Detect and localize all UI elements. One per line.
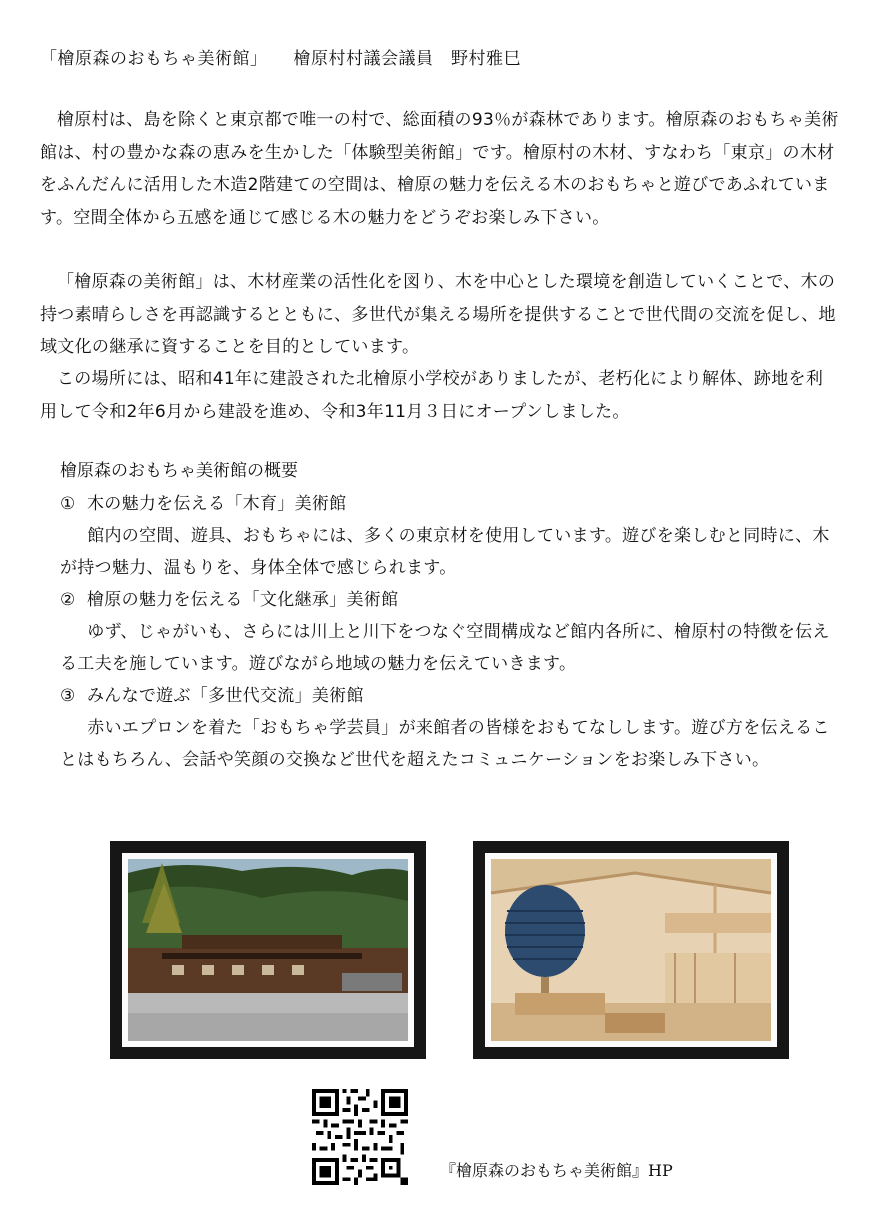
outline-item-heading: みんなで遊ぶ「多世代交流」美術館: [86, 686, 364, 706]
outline-item-heading: 木の魅力を伝える「木育」美術館: [86, 494, 347, 514]
outline-item-number: ②: [60, 590, 76, 610]
qr-code-icon[interactable]: [312, 1089, 408, 1185]
outline-item-number: ①: [60, 494, 76, 514]
outline-item-3: [60, 680, 840, 776]
outline-item-body: 館内の空間、遊具、おもちゃには、多くの東京材を使用しています。遊びを楽しむと同時に、木が持つ魅力、温もりを、身体全体で感じられます。: [60, 526, 830, 578]
museum-exterior-image: [122, 853, 414, 1047]
outline-title: 檜原森のおもちゃ美術館の概要: [60, 461, 298, 481]
author-name: 檜原村村議会議員 野村雅巳: [293, 49, 521, 69]
qr-caption: 『檜原森のおもちゃ美術館』HP: [440, 1161, 673, 1180]
intro-paragraph-1: 檜原村は、島を除くと東京都で唯一の村で、総面積の93％が森林であります。檜原森のおもちゃ美術館は、村の豊かな森の恵みを生かした「体験型美術館」です。檜原村の木材、すなわち「東京」の木材をふんだんに活用した木造2階建ての空間は、檜原の魅力を伝える木のおもちゃと遊びであふれています。空間全体から五感を通じて感じる木の魅力をどうぞお楽しみ下さい。: [40, 110, 839, 228]
intro-paragraph-3: この場所には、昭和41年に建設された北檜原小学校がありましたが、老朽化により解体、跡地を利用して令和2年6月から建設を進め、令和3年11月３日にオープンしました。: [40, 369, 824, 422]
outline-item-body: ゆず、じゃがいも、さらには川上と川下をつなぐ空間構成など館内各所に、檜原村の特徴を伝える工夫を施しています。遊びながら地域の魅力を伝えていきます。: [60, 622, 830, 674]
outline-item-body: 赤いエプロンを着た「おもちゃ学芸員」が来館者の皆様をおもてなしします。遊び方を伝えることはもちろん、会話や笑顔の交換など世代を超えたコミュニケーションをお楽しみ下さい。: [60, 718, 830, 770]
document-title: 「檜原森のおもちゃ美術館」: [40, 49, 268, 69]
document-title-line: [40, 44, 521, 69]
outline-item-number: ③: [60, 686, 76, 706]
outline-list: [60, 488, 840, 776]
outline-item-2: [60, 584, 840, 680]
museum-exterior-photo: [110, 841, 426, 1059]
intro-paragraph-2: 「檜原森の美術館」は、木材産業の活性化を図り、木を中心とした環境を創造していくことで、木の持つ素晴らしさを再認識するとともに、多世代が集える場所を提供することで世代間の交流を促し、地域文化の継承に資することを目的としています。: [40, 272, 836, 357]
museum-interior-photo: [473, 841, 789, 1059]
outline-item-heading: 檜原の魅力を伝える「文化継承」美術館: [86, 590, 399, 610]
outline-item-1: [60, 488, 840, 584]
museum-interior-image: [485, 853, 777, 1047]
